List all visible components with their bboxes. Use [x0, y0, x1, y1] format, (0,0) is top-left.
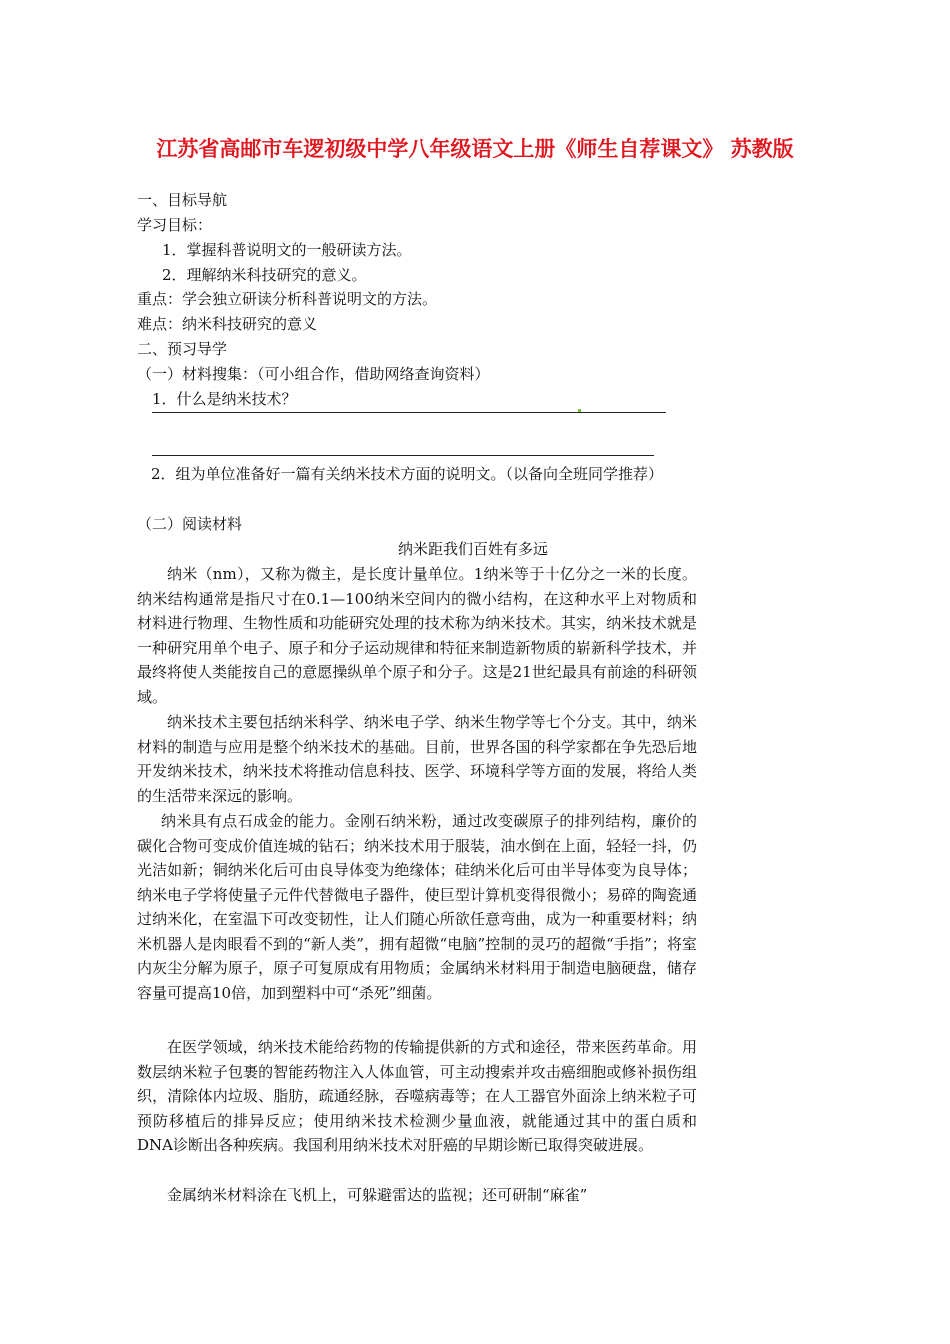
decorative-dot [578, 409, 581, 412]
goal-1: 1．掌握科普说明文的一般研读方法。 [162, 241, 412, 259]
section2-heading: 二、预习导学 [137, 340, 228, 358]
question-1: 1．什么是纳米技术？ [152, 390, 297, 408]
article-paragraph-1: 纳米（nm），又称为微主，是长度计量单位。1纳米等于十亿分之一米的长度。纳米结构通常是指尺寸在0.1—100纳米空间内的微小结构，在这种水平上对物质和材料进行物理、生物性质和功能研究处理的技术称为纳米技术。其实，纳米技术就是一种研究用单个电子、原子和分子运动规律和特征来制造新物质的崭新科学技术，并最终将使人类能按自己的意愿操纵单个原子和分子。这是21世纪最具有前途的科研领域。 [137, 565, 697, 706]
answer-line-1[interactable] [152, 412, 666, 413]
article-paragraph-2: 纳米技术主要包括纳米科学、纳米电子学、纳米生物学等七个分支。其中，纳米材料的制造与应用是整个纳米技术的基础。目前，世界各国的科学家都在争先恐后地开发纳米技术，纳米技术将推动信息科技、医学、环境科学等方面的发展，将给人类的生活带来深远的影响。 [137, 713, 697, 805]
article-title: 纳米距我们百姓有多远 [397, 540, 548, 558]
article-paragraph-5: 金属纳米材料涂在飞机上，可躲避雷达的监视；还可研制“麻雀” [167, 1186, 588, 1204]
difficult-point: 难点：纳米科技研究的意义 [137, 315, 318, 333]
answer-line-2[interactable] [152, 455, 654, 456]
article-paragraph-4: 在医学领域，纳米技术能给药物的传输提供新的方式和途径，带来医药革命。用数层纳米粒子包裹的智能药物注入人体血管，可主动搜索并攻击癌细胞或修补损伤组织，清除体内垃圾、脂肪，疏通经脉，吞噬病毒等；在人工器官外面涂上纳米粒子可预防移植后的排异反应；使用纳米技术检测少量血液，就能通过其中的蛋白质和DNA诊断出各种疾病。我国利用纳米技术对肝癌的早期诊断已取得突破进展。 [137, 1038, 697, 1154]
question-2: 2．组为单位准备好一篇有关纳米技术方面的说明文。（以备向全班同学推荐） [151, 465, 664, 483]
part2-heading: （二）阅读材料 [137, 515, 243, 533]
document-title: 江苏省高邮市车逻初级中学八年级语文上册《师生自荐课文》 苏教版 [156, 137, 794, 161]
section1-heading: 一、目标导航 [137, 191, 228, 209]
goals-label: 学习目标： [137, 216, 213, 234]
goal-2: 2．理解纳米科技研究的意义。 [162, 266, 367, 284]
key-point: 重点：学会独立研读分析科普说明文的方法。 [137, 290, 438, 308]
part1-heading: （一）材料搜集：（可小组合作，借助网络查询资料） [137, 365, 490, 383]
article-paragraph-3: 纳米具有点石成金的能力。金刚石纳米粉，通过改变碳原子的排列结构，廉价的碳化合物可变成价值连城的钻石；纳米技术用于服装，油水倒在上面，轻轻一抖，仍光洁如新；铜纳米化后可由良导体变为绝缘体；硅纳米化后可由半导体变为良导体；纳米电子学将使量子元件代替微电子器件，使巨型计算机变得很微小；易碎的陶瓷通过纳米化，在室温下可改变韧性，让人们随心所欲任意弯曲，成为一种重要材料；纳米机器人是肉眼看不到的“新人类”，拥有超微“电脑”控制的灵巧的超微“手指”；将室内灰尘分解为原子，原子可复原成有用物质；金属纳米材料用于制造电脑硬盘，储存容量可提高10倍，加到塑料中可“杀死”细菌。 [137, 812, 697, 1002]
